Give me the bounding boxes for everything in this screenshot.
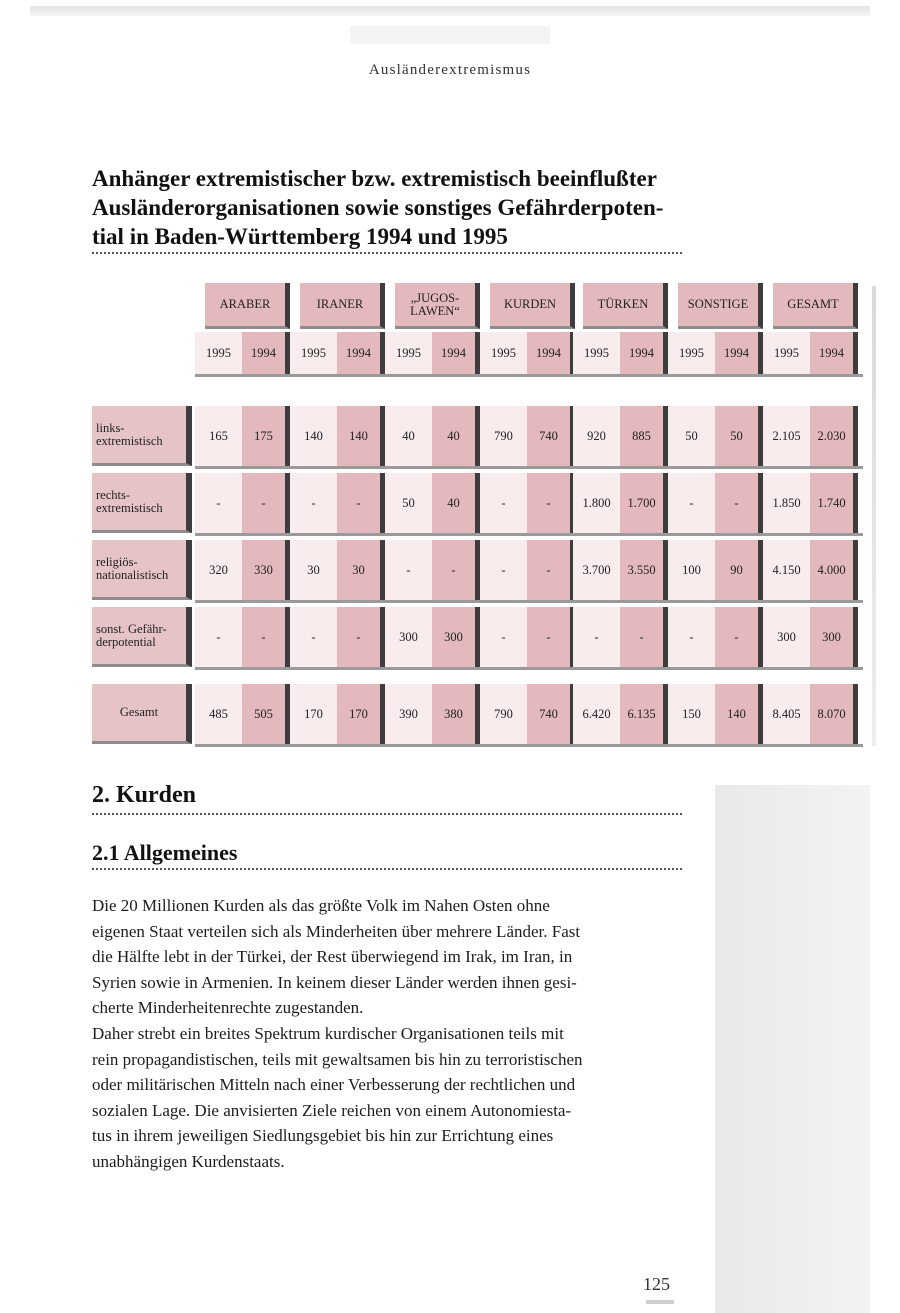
total-cell: 790 [480, 684, 527, 744]
group-header-bg-7 [763, 283, 805, 329]
total-cell: 380 [432, 684, 480, 744]
table-cell: 1.740 [810, 473, 858, 533]
total-cell: 740 [527, 684, 575, 744]
p1-line-3: die Hälfte lebt in der Türkei, der Rest überwiegend im Irak, im Iran, in [92, 947, 573, 967]
table-cell: 30 [290, 540, 337, 600]
group-header-bg-6 [668, 283, 710, 329]
row-label-line: sonst. Gefähr- [96, 621, 167, 636]
table-cell: 3.550 [620, 540, 668, 600]
p1-line-2: eigenen Staat verteilen sich als Minderheiten über mehrere Länder. Fast [92, 921, 581, 941]
table-cell: 790 [480, 406, 527, 466]
total-cell: 6.135 [620, 684, 668, 744]
total-cell: 8.405 [763, 684, 810, 744]
section-dotted-rule [92, 813, 682, 815]
table-cell: 30 [337, 540, 385, 600]
margin-gray-box [715, 785, 870, 1313]
table-cell: 920 [573, 406, 620, 466]
table-cell: - [527, 473, 575, 533]
table-cell: 50 [715, 406, 763, 466]
year-1-a: 1995 [195, 332, 242, 374]
year-4-a: 1995 [480, 332, 527, 374]
table-cell: 300 [810, 607, 858, 667]
scan-top-mark [350, 26, 550, 44]
p1-line-5: cherte Minderheitenrechte zugestanden. [92, 998, 364, 1018]
p1-line-1: Die 20 Millionen Kurden als das größte Volk im Nahen Osten ohne [92, 896, 550, 915]
table-cell: 165 [195, 406, 242, 466]
table-cell: 4.000 [810, 540, 858, 600]
row-label-line: religiös- [96, 554, 138, 569]
year-4-b: 1994 [527, 332, 575, 374]
table-cell: - [242, 607, 290, 667]
year-5-a: 1995 [573, 332, 620, 374]
table-cell: 320 [195, 540, 242, 600]
group-header-bg-3 [385, 283, 427, 329]
table-cell: - [480, 607, 527, 667]
year-1-b: 1994 [242, 332, 290, 374]
group-header-bg-5 [573, 283, 615, 329]
row-label-line: nationalistisch [96, 567, 169, 582]
p2-line-6: unabhängigen Kurdenstaats. [92, 1151, 285, 1171]
table-cell: - [715, 473, 763, 533]
subsection-heading: 2.1 Allgemeines [92, 840, 238, 865]
total-row-underline [195, 744, 863, 747]
year-2-b: 1994 [337, 332, 385, 374]
table-cell: 740 [527, 406, 575, 466]
row-underline [195, 466, 863, 469]
group-header-3: „JUGOS-LAWEN“ [395, 283, 480, 329]
table-cell: - [337, 473, 385, 533]
table-cell: - [432, 540, 480, 600]
year-7-a: 1995 [763, 332, 810, 374]
table-cell: - [195, 473, 242, 533]
table-cell: 3.700 [573, 540, 620, 600]
table-cell: 1.800 [573, 473, 620, 533]
total-cell: 150 [668, 684, 715, 744]
table-cell: - [290, 473, 337, 533]
table-cell: - [480, 473, 527, 533]
group-header-4: KURDEN [490, 283, 575, 329]
total-cell: 170 [337, 684, 385, 744]
table-cell: - [668, 607, 715, 667]
table-cell: 140 [290, 406, 337, 466]
row-label-line: extremistisch [96, 500, 163, 515]
page-number-mark [646, 1300, 674, 1304]
row-underline [195, 533, 863, 536]
row-label-2 [92, 473, 192, 533]
row-label-line: derpotential [96, 634, 156, 649]
running-head: Ausländerextremismus [368, 62, 532, 78]
table-cell: 40 [432, 473, 480, 533]
table-cell: 2.030 [810, 406, 858, 466]
group-header-bg-1 [195, 283, 237, 329]
group-header-bg-4 [480, 283, 522, 329]
row-label-line: extremistisch [96, 433, 163, 448]
group-header-5: TÜRKEN [583, 283, 668, 329]
table-cell: 90 [715, 540, 763, 600]
row-underline [195, 667, 863, 670]
year-3-a: 1995 [385, 332, 432, 374]
paragraph-1 [92, 893, 682, 1021]
total-cell: 140 [715, 684, 763, 744]
table-cell: - [668, 473, 715, 533]
table-cell: 330 [242, 540, 290, 600]
title-dotted-rule [92, 252, 682, 254]
p2-line-5: tus in ihrem jeweiligen Siedlungsgebiet bis hin zur Errichtung eines [92, 1126, 554, 1146]
table-cell: - [385, 540, 432, 600]
scan-top-band [30, 6, 870, 16]
year-6-b: 1994 [715, 332, 763, 374]
paragraph-2 [92, 1021, 682, 1175]
total-cell: 6.420 [573, 684, 620, 744]
table-cell: 4.150 [763, 540, 810, 600]
table-cell: 40 [385, 406, 432, 466]
group-header-1: ARABER [205, 283, 290, 329]
group-header-bg-2 [290, 283, 332, 329]
table-cell: - [527, 607, 575, 667]
total-cell: 170 [290, 684, 337, 744]
total-cell: 390 [385, 684, 432, 744]
table-cell: 300 [763, 607, 810, 667]
title-line-2: Ausländerorganisationen sowie sonstiges Gefährderpoten- [92, 195, 664, 220]
group-header-6: SONSTIGE [678, 283, 763, 329]
table-cell: - [715, 607, 763, 667]
table-cell: 175 [242, 406, 290, 466]
p2-line-2: rein propagandistischen, teils mit gewaltsamen bis hin zu terroristischen [92, 1049, 583, 1069]
total-cell: 8.070 [810, 684, 858, 744]
p2-line-4: sozialen Lage. Die anvisierten Ziele reichen von einem Autonomiesta- [92, 1100, 572, 1120]
section-heading: 2. Kurden [92, 782, 197, 808]
table-cell: 140 [337, 406, 385, 466]
table-shadow-edge [872, 286, 876, 746]
table-cell: 885 [620, 406, 668, 466]
p2-line-3: oder militärischen Mitteln nach einer Verbesserung der rechtlichen und [92, 1075, 576, 1095]
year-2-a: 1995 [290, 332, 337, 374]
group-header-7: GESAMT [773, 283, 858, 329]
table-cell: 50 [668, 406, 715, 466]
table-cell: - [527, 540, 575, 600]
year-6-a: 1995 [668, 332, 715, 374]
table-cell: - [480, 540, 527, 600]
table-cell: 1.850 [763, 473, 810, 533]
year-3-b: 1994 [432, 332, 480, 374]
subsection-dotted-rule [92, 868, 682, 870]
row-label-line: links- [96, 420, 125, 435]
table-cell: - [290, 607, 337, 667]
table-cell: - [195, 607, 242, 667]
table-cell: - [620, 607, 668, 667]
table-cell: 50 [385, 473, 432, 533]
page-number: 125 [643, 1274, 670, 1294]
p2-line-1: Daher strebt ein breites Spektrum kurdischer Organisationen teils mit [92, 1024, 564, 1043]
table-cell: 300 [432, 607, 480, 667]
row-label-3 [92, 540, 192, 600]
title-line-3: tial in Baden-Württemberg 1994 und 1995 [92, 224, 508, 249]
year-5-b: 1994 [620, 332, 668, 374]
table-cell: - [573, 607, 620, 667]
total-row-label: Gesamt [92, 684, 192, 744]
table-title [92, 164, 692, 251]
p1-line-4: Syrien sowie in Armenien. In keinem dieser Länder werden ihnen gesi- [92, 972, 577, 992]
table-cell: 2.105 [763, 406, 810, 466]
year-row-underline [195, 374, 863, 377]
total-cell: 485 [195, 684, 242, 744]
row-underline [195, 600, 863, 603]
row-label-line: rechts- [96, 487, 131, 502]
table-cell: 100 [668, 540, 715, 600]
table-cell: 40 [432, 406, 480, 466]
table-cell: 300 [385, 607, 432, 667]
table-cell: 1.700 [620, 473, 668, 533]
row-label-1 [92, 406, 192, 466]
total-cell: 505 [242, 684, 290, 744]
year-7-b: 1994 [810, 332, 858, 374]
table-cell: - [337, 607, 385, 667]
row-label-4 [92, 607, 192, 667]
title-line-1: Anhänger extremistischer bzw. extremistisch beeinflußter [92, 166, 657, 191]
group-header-2: IRANER [300, 283, 385, 329]
table-cell: - [242, 473, 290, 533]
